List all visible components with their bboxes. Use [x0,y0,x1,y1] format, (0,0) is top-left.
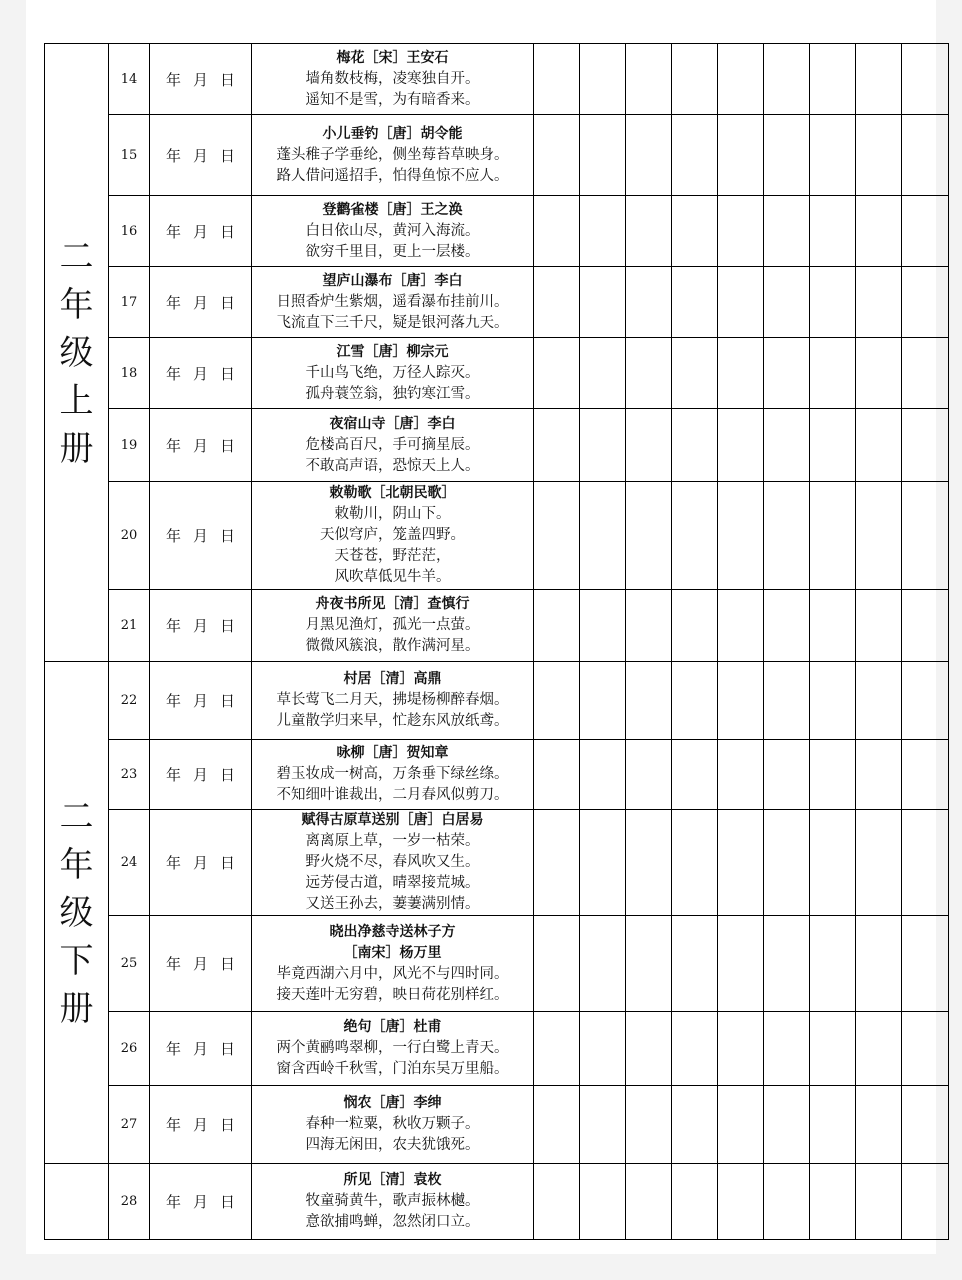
poem-line: 风吹草低见牛羊。 [334,569,451,585]
poem-line: 千山鸟飞绝，万径人踪灭。 [305,364,480,381]
row-number: 14 [109,44,150,115]
check-cell[interactable] [718,662,764,740]
check-cell[interactable] [856,916,902,1012]
date-month-label: 月 [192,222,208,241]
poem-title: 梅花［宋］王安石 [336,49,449,66]
date-month-label: 月 [192,436,208,455]
check-cell[interactable] [810,267,856,338]
check-cell[interactable] [534,409,580,482]
check-cell[interactable] [534,1164,580,1240]
check-cell[interactable] [764,44,810,115]
check-cell[interactable] [856,1012,902,1086]
check-cell[interactable] [764,267,810,338]
date-field[interactable] [150,44,252,115]
check-cell[interactable] [856,810,902,916]
date-year-label: 年 [165,70,181,89]
check-cell[interactable] [626,810,672,916]
check-cell[interactable] [902,740,949,810]
poem-cell [252,1164,534,1240]
date-day-label: 日 [220,222,236,241]
date-month-label: 月 [192,1040,208,1058]
check-cell[interactable] [902,267,949,338]
poem-line: 离离原上草，一岁一枯荣。 [305,833,480,849]
poem-title: 所见［清］袁枚 [343,1172,442,1188]
poem-line: 窗含西岭千秋雪，门泊东吴万里船。 [276,1061,509,1077]
check-cell[interactable] [902,1012,949,1086]
check-cell[interactable] [856,662,902,740]
row-number: 26 [109,1012,150,1086]
check-cell[interactable] [902,115,949,196]
check-cell[interactable] [580,810,626,916]
date-day-label: 日 [220,293,236,312]
date-field[interactable] [150,1086,252,1164]
check-cell[interactable] [902,196,949,267]
check-cell[interactable] [672,590,718,662]
check-cell[interactable] [856,740,902,810]
date-field[interactable] [150,196,252,267]
check-cell[interactable] [718,1012,764,1086]
table-row [45,1086,949,1164]
check-cell[interactable] [718,740,764,810]
check-cell[interactable] [764,1012,810,1086]
check-cell[interactable] [810,810,856,916]
date-year-label: 年 [165,766,181,784]
row-number: 22 [109,662,150,740]
check-cell[interactable] [672,1164,718,1240]
check-cell[interactable] [764,810,810,916]
poem-line: 月黑见渔灯，孤光一点萤。 [305,617,480,633]
date-year-label: 年 [165,854,181,872]
poem-cell [252,916,534,1012]
date-month-label: 月 [192,766,208,784]
poem-line: 儿童散学归来早，忙趁东风放纸鸢。 [276,713,509,729]
poem-cell [252,662,534,740]
table-row [45,740,949,810]
check-cell[interactable] [626,338,672,409]
check-cell[interactable] [810,590,856,662]
poem-line: 意欲捕鸣蝉，忽然闭口立。 [305,1214,480,1230]
poem-line: 孤舟蓑笠翁，独钓寒江雪。 [305,385,480,402]
check-cell[interactable] [580,44,626,115]
poem-cell [252,590,534,662]
check-cell[interactable] [764,196,810,267]
poem-author: ［南宋］杨万里 [343,944,442,961]
date-month-label: 月 [192,1193,208,1211]
table-row [45,1164,949,1240]
poem-line: 天似穹庐，笼盖四野。 [320,527,465,543]
check-cell[interactable] [764,1164,810,1240]
poem-line: 碧玉妆成一树高，万条垂下绿丝绦。 [276,766,509,782]
check-cell[interactable] [718,590,764,662]
check-cell[interactable] [672,810,718,916]
date-year-label: 年 [165,293,181,312]
check-cell[interactable] [856,1086,902,1164]
date-year-label: 年 [165,955,181,973]
poem-title: 望庐山瀑布［唐］李白 [322,272,463,289]
date-month-label: 月 [192,617,208,635]
poem-line: 危楼高百尺，手可摘星辰。 [305,436,480,453]
date-year-label: 年 [165,617,181,635]
check-cell[interactable] [902,810,949,916]
check-cell[interactable] [764,115,810,196]
date-field[interactable] [150,662,252,740]
table-row [45,810,949,916]
poem-title: 晓出净慈寺送林子方 [329,923,456,940]
poem-cell [252,1086,534,1164]
check-cell[interactable] [534,916,580,1012]
check-cell[interactable] [534,338,580,409]
row-number: 18 [109,338,150,409]
date-day-label: 日 [220,527,236,545]
check-cell[interactable] [626,44,672,115]
poem-title: 小儿垂钓［唐］胡令能 [322,125,463,142]
check-cell[interactable] [672,338,718,409]
row-number: 20 [109,482,150,590]
date-field[interactable] [150,810,252,916]
date-day-label: 日 [220,766,236,784]
check-cell[interactable] [580,1164,626,1240]
check-cell[interactable] [718,338,764,409]
check-cell[interactable] [718,482,764,590]
grade-label: 二年级上册 [59,236,94,469]
table-row [45,1012,949,1086]
poem-title: 咏柳［唐］贺知章 [336,745,449,761]
date-year-label: 年 [165,1116,181,1134]
check-cell[interactable] [626,409,672,482]
date-field[interactable] [150,916,252,1012]
poem-title: 舟夜书所见［清］查慎行 [315,596,470,612]
poem-title: 夜宿山寺［唐］李白 [329,415,456,432]
check-cell[interactable] [810,482,856,590]
date-year-label: 年 [165,527,181,545]
date-day-label: 日 [220,436,236,455]
check-cell[interactable] [718,196,764,267]
check-cell[interactable] [580,1012,626,1086]
check-cell[interactable] [626,662,672,740]
poem-line: 接天莲叶无穷碧，映日荷花别样红。 [276,986,509,1003]
poem-title: 绝句［唐］杜甫 [343,1019,442,1035]
check-cell[interactable] [580,740,626,810]
table-row [45,44,949,115]
poem-line: 毕竟西湖六月中，风光不与四时同。 [276,965,509,982]
poem-line: 日照香炉生紫烟，遥看瀑布挂前川。 [276,293,509,310]
poem-line: 野火烧不尽，春风吹又生。 [305,854,480,870]
check-cell[interactable] [718,44,764,115]
date-field[interactable] [150,590,252,662]
row-number: 28 [109,1164,150,1240]
check-cell[interactable] [534,115,580,196]
date-month-label: 月 [192,70,208,89]
check-cell[interactable] [856,196,902,267]
check-cell[interactable] [810,338,856,409]
check-cell[interactable] [672,740,718,810]
grade-label-cell [45,44,109,662]
check-cell[interactable] [810,916,856,1012]
check-cell[interactable] [580,409,626,482]
check-cell[interactable] [902,44,949,115]
date-year-label: 年 [165,436,181,455]
check-cell[interactable] [856,1164,902,1240]
check-cell[interactable] [626,482,672,590]
date-field[interactable] [150,409,252,482]
row-number: 27 [109,1086,150,1164]
check-cell[interactable] [672,916,718,1012]
check-cell[interactable] [580,1086,626,1164]
check-cell[interactable] [580,115,626,196]
check-cell[interactable] [718,267,764,338]
check-cell[interactable] [764,590,810,662]
date-month-label: 月 [192,527,208,545]
row-number: 24 [109,810,150,916]
check-cell[interactable] [534,267,580,338]
check-cell[interactable] [902,590,949,662]
check-cell[interactable] [902,409,949,482]
check-cell[interactable] [672,1086,718,1164]
check-cell[interactable] [672,1012,718,1086]
check-cell[interactable] [580,590,626,662]
date-day-label: 日 [220,364,236,383]
check-cell[interactable] [718,1086,764,1164]
poem-cell [252,740,534,810]
date-field[interactable] [150,267,252,338]
date-day-label: 日 [220,617,236,635]
check-cell[interactable] [626,115,672,196]
poem-line: 欲穷千里目，更上一层楼。 [305,243,480,260]
poem-title: 赋得古原草送别［唐］白居易 [301,812,484,828]
check-cell[interactable] [810,409,856,482]
grade-label-cell [45,662,109,1164]
check-cell[interactable] [810,1086,856,1164]
poem-line: 不知细叶谁裁出，二月春风似剪刀。 [276,787,509,803]
check-cell[interactable] [534,1012,580,1086]
poem-line: 牧童骑黄牛，歌声振林樾。 [305,1193,480,1209]
table-row [45,338,949,409]
date-year-label: 年 [165,1193,181,1211]
check-cell[interactable] [764,338,810,409]
poem-title: 江雪［唐］柳宗元 [336,343,449,360]
date-month-label: 月 [192,364,208,383]
date-month-label: 月 [192,293,208,312]
date-month-label: 月 [192,854,208,872]
check-cell[interactable] [810,740,856,810]
check-cell[interactable] [902,916,949,1012]
date-field[interactable] [150,115,252,196]
date-month-label: 月 [192,692,208,710]
check-cell[interactable] [534,1086,580,1164]
check-cell[interactable] [626,1164,672,1240]
poem-cell [252,409,534,482]
check-cell[interactable] [764,662,810,740]
check-cell[interactable] [534,590,580,662]
poem-line: 远芳侵古道，晴翠接荒城。 [305,875,480,891]
table-row [45,196,949,267]
date-year-label: 年 [165,1040,181,1058]
check-cell[interactable] [856,482,902,590]
check-cell[interactable] [672,482,718,590]
date-year-label: 年 [165,692,181,710]
check-cell[interactable] [672,267,718,338]
check-cell[interactable] [534,810,580,916]
check-cell[interactable] [718,409,764,482]
poem-line: 白日依山尽，黄河入海流。 [305,222,480,239]
poem-line: 路人借问遥招手，怕得鱼惊不应人。 [276,167,509,184]
check-cell[interactable] [764,482,810,590]
poem-cell [252,44,534,115]
check-cell[interactable] [534,44,580,115]
check-cell[interactable] [856,267,902,338]
check-cell[interactable] [810,115,856,196]
check-cell[interactable] [810,1012,856,1086]
check-cell[interactable] [580,482,626,590]
poem-title: 敕勒歌［北朝民歌］ [329,485,456,501]
table-row [45,916,949,1012]
row-number: 15 [109,115,150,196]
date-year-label: 年 [165,146,181,165]
date-year-label: 年 [165,364,181,383]
poem-line: 草长莺飞二月天，拂堤杨柳醉春烟。 [276,692,509,708]
check-cell[interactable] [764,409,810,482]
poem-cell [252,196,534,267]
check-cell[interactable] [718,1164,764,1240]
row-number: 25 [109,916,150,1012]
poem-line: 遥知不是雪，为有暗香来。 [305,91,480,108]
poem-reading-table [44,43,949,1240]
date-month-label: 月 [192,146,208,165]
check-cell[interactable] [902,1164,949,1240]
check-cell[interactable] [626,590,672,662]
date-field[interactable] [150,740,252,810]
poem-cell [252,1012,534,1086]
check-cell[interactable] [718,115,764,196]
check-cell[interactable] [810,44,856,115]
check-cell[interactable] [902,1086,949,1164]
check-cell[interactable] [718,810,764,916]
check-cell[interactable] [764,740,810,810]
poem-line: 不敢高声语，恐惊天上人。 [305,457,480,474]
poem-cell [252,338,534,409]
date-month-label: 月 [192,955,208,973]
check-cell[interactable] [672,196,718,267]
date-day-label: 日 [220,1193,236,1211]
check-cell[interactable] [672,409,718,482]
date-field[interactable] [150,338,252,409]
check-cell[interactable] [626,916,672,1012]
check-cell[interactable] [672,115,718,196]
row-number: 23 [109,740,150,810]
check-cell[interactable] [902,482,949,590]
poem-cell [252,810,534,916]
poem-cell [252,482,534,590]
check-cell[interactable] [580,196,626,267]
poem-line: 两个黄鹂鸣翠柳，一行白鹭上青天。 [276,1040,509,1056]
poem-line: 天苍苍，野茫茫， [334,548,451,564]
row-number: 21 [109,590,150,662]
date-field[interactable] [150,1012,252,1086]
date-day-label: 日 [220,955,236,973]
date-day-label: 日 [220,1116,236,1134]
poem-cell [252,267,534,338]
check-cell[interactable] [856,338,902,409]
check-cell[interactable] [810,1164,856,1240]
check-cell[interactable] [856,115,902,196]
poem-title: 悯农［唐］李绅 [343,1095,442,1111]
poem-line: 飞流直下三千尺，疑是银河落九天。 [276,314,509,331]
check-cell[interactable] [534,740,580,810]
date-day-label: 日 [220,146,236,165]
row-number: 16 [109,196,150,267]
date-day-label: 日 [220,1040,236,1058]
table-row [45,482,949,590]
table-row [45,267,949,338]
check-cell[interactable] [856,409,902,482]
check-cell[interactable] [580,338,626,409]
poem-title: 村居［清］高鼎 [343,671,442,687]
table-row [45,115,949,196]
poem-line: 又送王孙去，萋萋满别情。 [305,896,480,912]
check-cell[interactable] [672,662,718,740]
check-cell[interactable] [580,662,626,740]
check-cell[interactable] [534,662,580,740]
check-cell[interactable] [902,662,949,740]
poem-line: 春种一粒粟，秋收万颗子。 [305,1116,480,1132]
date-month-label: 月 [192,1116,208,1134]
poem-title: 登鹳雀楼［唐］王之涣 [322,201,463,218]
check-cell[interactable] [626,1086,672,1164]
row-number: 17 [109,267,150,338]
check-cell[interactable] [856,44,902,115]
check-cell[interactable] [626,196,672,267]
poem-line: 蓬头稚子学垂纶，侧坐莓苔草映身。 [276,146,509,163]
date-day-label: 日 [220,692,236,710]
date-field[interactable] [150,1164,252,1240]
check-cell[interactable] [626,1012,672,1086]
check-cell[interactable] [580,916,626,1012]
table-row [45,590,949,662]
poem-line: 敕勒川，阴山下。 [334,506,451,522]
table-row [45,662,949,740]
check-cell[interactable] [626,740,672,810]
check-cell[interactable] [856,590,902,662]
check-cell[interactable] [810,196,856,267]
poem-line: 微微风簇浪，散作满河星。 [305,638,480,654]
table-row [45,409,949,482]
check-cell[interactable] [534,196,580,267]
date-day-label: 日 [220,854,236,872]
check-cell[interactable] [672,44,718,115]
check-cell[interactable] [902,338,949,409]
check-cell[interactable] [626,267,672,338]
poem-line: 四海无闲田，农夫犹饿死。 [305,1137,480,1153]
check-cell[interactable] [718,916,764,1012]
check-cell[interactable] [764,1086,810,1164]
poem-cell [252,115,534,196]
date-field[interactable] [150,482,252,590]
check-cell[interactable] [810,662,856,740]
check-cell[interactable] [580,267,626,338]
poem-line: 墙角数枝梅，凌寒独自开。 [305,70,480,87]
check-cell[interactable] [764,916,810,1012]
date-year-label: 年 [165,222,181,241]
grade-label-cell [45,1164,109,1240]
date-day-label: 日 [220,70,236,89]
row-number: 19 [109,409,150,482]
grade-label: 二年级下册 [59,796,94,1029]
check-cell[interactable] [534,482,580,590]
